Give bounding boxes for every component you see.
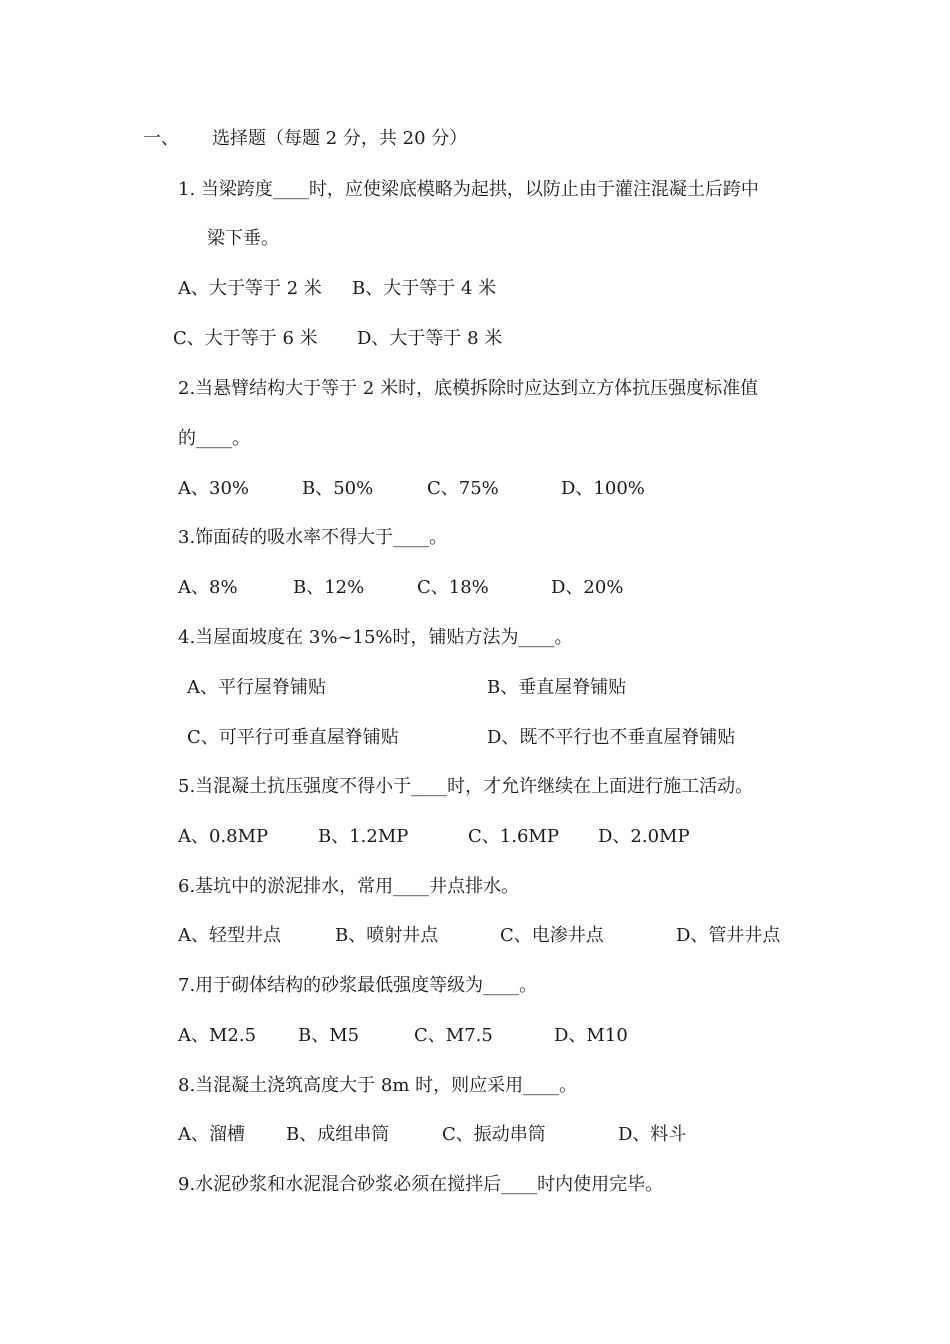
question-6-stem: 6.基坑中的淤泥排水，常用____井点排水。 bbox=[178, 876, 520, 897]
question-5-option-a: A、0.8MP bbox=[178, 826, 269, 847]
question-2-option-a: A、30% bbox=[178, 478, 250, 499]
question-2-option-c: C、75% bbox=[427, 478, 499, 499]
question-2-stem-line-1: 2.当悬臂结构大于等于 2 米时，底模拆除时应达到立方体抗压强度标准值 bbox=[178, 378, 759, 399]
question-1-option-c: C、大于等于 6 米 bbox=[173, 328, 318, 349]
question-2-stem-line-2: 的____。 bbox=[178, 428, 250, 449]
question-5-option-d: D、2.0MP bbox=[598, 826, 690, 847]
question-5-option-c: C、1.6MP bbox=[468, 826, 559, 847]
question-8-option-a: A、溜槽 bbox=[178, 1124, 245, 1145]
question-4-option-a: A、平行屋脊铺贴 bbox=[187, 677, 326, 698]
question-1-option-a: A、大于等于 2 米 bbox=[178, 278, 322, 299]
question-1-stem-line-1: 1. 当梁跨度____时，应使梁底模略为起拱，以防止由于灌注混凝土后跨中 bbox=[178, 179, 759, 200]
question-3-option-c: C、18% bbox=[417, 577, 489, 598]
question-9-stem: 9.水泥砂浆和水泥混合砂浆必须在搅拌后____时内使用完毕。 bbox=[178, 1174, 664, 1195]
question-1-option-b: B、大于等于 4 米 bbox=[352, 278, 497, 299]
question-7-option-a: A、M2.5 bbox=[178, 1025, 257, 1046]
question-5-stem: 5.当混凝土抗压强度不得小于____时，才允许继续在上面进行施工活动。 bbox=[178, 776, 754, 797]
question-6-option-a: A、轻型井点 bbox=[178, 925, 281, 946]
section-number: 一、 bbox=[143, 128, 179, 149]
question-8-stem: 8.当混凝土浇筑高度大于 8m 时，则应采用____。 bbox=[178, 1075, 578, 1096]
question-3-option-d: D、20% bbox=[551, 577, 624, 598]
question-4-stem: 4.当屋面坡度在 3%~15%时，铺贴方法为____。 bbox=[178, 627, 573, 648]
question-3-option-a: A、8% bbox=[178, 577, 238, 598]
question-6-option-d: D、管井井点 bbox=[676, 925, 781, 946]
question-8-option-d: D、料斗 bbox=[618, 1124, 687, 1145]
question-5-option-b: B、1.2MP bbox=[318, 826, 409, 847]
section-title: 选择题（每题 2 分，共 20 分） bbox=[212, 128, 468, 149]
question-2-option-b: B、50% bbox=[302, 478, 374, 499]
question-7-option-c: C、M7.5 bbox=[414, 1025, 493, 1046]
question-6-option-c: C、电渗井点 bbox=[500, 925, 604, 946]
question-6-option-b: B、喷射井点 bbox=[335, 925, 439, 946]
question-8-option-c: C、振动串筒 bbox=[442, 1124, 546, 1145]
question-1-stem-line-2: 梁下垂。 bbox=[207, 228, 279, 249]
question-1-option-d: D、大于等于 8 米 bbox=[357, 328, 503, 349]
question-4-option-c: C、可平行可垂直屋脊铺贴 bbox=[187, 727, 399, 748]
question-3-stem: 3.饰面砖的吸水率不得大于____。 bbox=[178, 527, 448, 548]
question-8-option-b: B、成组串筒 bbox=[286, 1124, 390, 1145]
question-2-option-d: D、100% bbox=[561, 478, 645, 499]
question-7-stem: 7.用于砌体结构的砂浆最低强度等级为____。 bbox=[178, 975, 538, 996]
question-3-option-b: B、12% bbox=[293, 577, 365, 598]
question-4-option-d: D、既不平行也不垂直屋脊铺贴 bbox=[487, 727, 736, 748]
question-7-option-d: D、M10 bbox=[554, 1025, 628, 1046]
question-7-option-b: B、M5 bbox=[298, 1025, 360, 1046]
question-4-option-b: B、垂直屋脊铺贴 bbox=[487, 677, 627, 698]
